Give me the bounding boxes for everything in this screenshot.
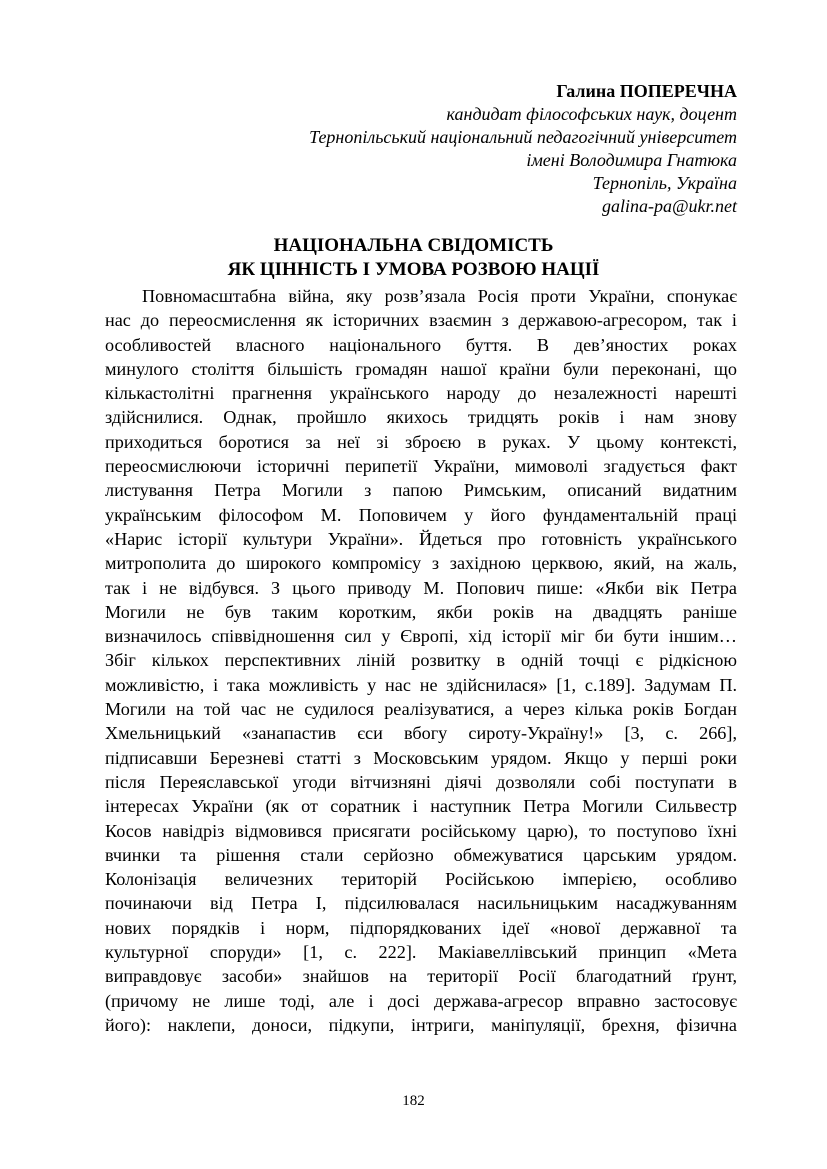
body-line: кількастолітні прагнення українського народу до незалежності нарешті <box>105 383 737 404</box>
body-line: «Нарис історії культури України». Йдеться про готовність українського <box>105 528 737 549</box>
author-name <box>309 80 737 103</box>
body-line: особливостей власного національного буття. В дев’яностих роках <box>105 334 737 355</box>
body-line: визначилось співвідношення сил у Європі, хід історії міг би бути іншим… <box>105 626 737 647</box>
author-block <box>309 80 737 218</box>
body-line: нас до переосмислення як історичних взаємин з державою-агресором, так і <box>105 310 737 331</box>
body-line: підписавши Березневі статті з Московським урядом. Якщо у перші роки <box>105 747 737 768</box>
body-line: здійснилися. Однак, пройшло якихось тридцять років і нам знову <box>105 407 737 428</box>
body-line: можливістю, і така можливість у нас не здійснилася» [1, с.189]. Задумам П. <box>105 674 737 695</box>
author-degree: кандидат філософських наук, доцент <box>446 104 737 124</box>
body-line: листування Петра Могили з папою Римським, описаний видатним <box>105 480 737 501</box>
body-line: (причому не лише тоді, але і досі держава-агресор вправно застосовує <box>105 990 737 1011</box>
body-line: Хмельницький «занапастив єси вбогу сироту-Україну!» [3, с. 266], <box>105 723 737 744</box>
body-line: приходиться боротися за неї зі зброєю в руках. У цьому контексті, <box>105 431 737 452</box>
body-line: Повномасштабна війна, яку розв’язала Росія проти України, спонукає <box>142 286 737 306</box>
author-last-name: ПОПЕРЕЧНА <box>619 81 737 101</box>
author-first-name: Галина <box>556 81 616 101</box>
title-line-1: НАЦІОНАЛЬНА СВІДОМІСТЬ <box>273 235 554 256</box>
body-line: його): наклепи, доноси, підкупи, інтриги, маніпуляції, брехня, фізична <box>105 1014 737 1035</box>
body-line: виправдовує засоби» знайшов на території Росії благодатний ґрунт, <box>105 966 737 987</box>
article-title <box>0 234 827 282</box>
body-line: культурної споруди» [1, с. 222]. Макіавеллівський принцип «Мета <box>105 942 737 963</box>
author-location: Тернопіль, Україна <box>592 173 737 193</box>
body-line: інтересах України (як от соратник і наступник Петра Могили Сильвестр <box>105 796 737 817</box>
body-line: нових порядків і норм, підпорядкованих ідеї «нової державної та <box>105 917 737 938</box>
article-body <box>105 284 737 1037</box>
body-line: так і не відбувся. З цього приводу М. Попович пише: «Якби вік Петра <box>105 577 737 598</box>
body-line: Могили на той час не судилося реалізуватися, а через кілька років Богдан <box>105 699 737 720</box>
body-line: переосмислюючи історичні перипетії України, мимоволі згадується факт <box>105 456 737 477</box>
body-line: вчинки та рішення стали серйозно обмежуватися царським урядом. <box>105 844 737 865</box>
author-affiliation-name: імені Володимира Гнатюка <box>526 150 737 170</box>
author-affiliation: Тернопільський національний педагогічний університет <box>309 127 737 147</box>
body-line: митрополита до широкого компромісу з західною церквою, який, на жаль, <box>105 553 737 574</box>
body-line: після Переяславської угоди вітчизняні діячі дозволяли собі поступати в <box>105 771 737 792</box>
body-line: починаючи від Петра І, підсилювалася насильницьким насаджуванням <box>105 893 737 914</box>
body-line: Збіг кількох перспективних ліній розвитку в одній точці є рідкісною <box>105 650 737 671</box>
body-line: українським філософом М. Поповичем у його фундаментальній праці <box>105 504 737 525</box>
page-number: 182 <box>402 1093 425 1109</box>
body-line: Колонізація величезних територій Російською імперією, особливо <box>105 869 737 890</box>
body-line: Могили не був таким коротким, якби років на двадцять раніше <box>105 601 737 622</box>
body-line: минулого століття більшість громадян нашої країни були переконані, що <box>105 358 737 379</box>
title-line-2: ЯК ЦІННІСТЬ І УМОВА РОЗВОЮ НАЦІЇ <box>227 259 600 280</box>
body-line: Косов навідріз відмовився присягати російському царю), то поступово їхні <box>105 820 737 841</box>
author-email: galina-pa@ukr.net <box>601 196 737 216</box>
